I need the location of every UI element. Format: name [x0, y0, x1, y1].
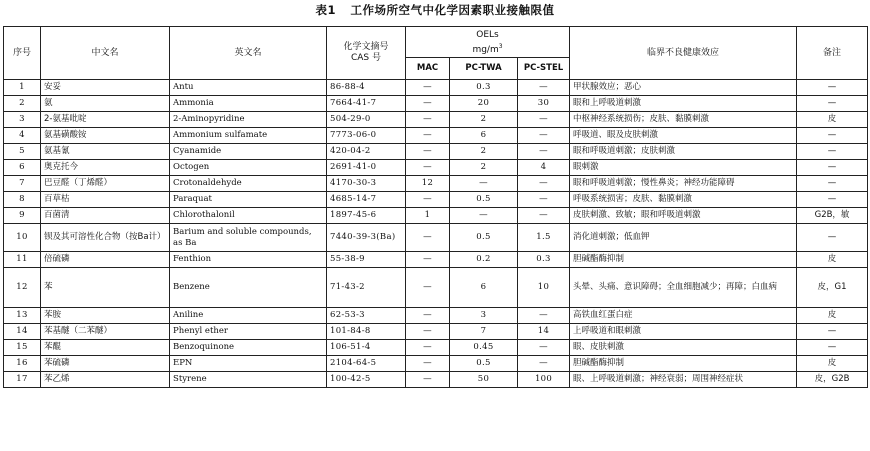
cell-seq: 14	[4, 324, 41, 340]
table-row	[4, 324, 868, 340]
cell-twa: 2	[450, 160, 518, 176]
table-row	[4, 160, 868, 176]
cell-en-name: Crotonaldehyde	[170, 176, 327, 192]
cell-twa: 20	[450, 96, 518, 112]
header-cas-line2: CAS 号	[350, 53, 381, 63]
cell-seq: 15	[4, 340, 41, 356]
header-oels	[406, 27, 570, 58]
cell-twa: 6	[450, 268, 518, 308]
table-row	[4, 268, 868, 308]
cell-twa: 3	[450, 308, 518, 324]
header-remark: 备注	[797, 27, 868, 80]
cell-en-name: 2-Aminopyridine	[170, 112, 327, 128]
cell-seq: 5	[4, 144, 41, 160]
cell-effect: 呼吸道、眼及皮肤刺激	[570, 128, 797, 144]
cell-effect: 中枢神经系统损伤；皮肤、黏膜刺激	[570, 112, 797, 128]
cell-effect: 高铁血红蛋白症	[570, 308, 797, 324]
cell-cas: 420-04-2	[327, 144, 406, 160]
cell-en-name: Styrene	[170, 372, 327, 388]
cell-cas: 504-29-0	[327, 112, 406, 128]
cell-stel: 10	[518, 268, 570, 308]
cell-remark: —	[797, 160, 868, 176]
cell-mac: —	[406, 340, 450, 356]
cell-en-name: Phenyl ether	[170, 324, 327, 340]
cell-stel: —	[518, 356, 570, 372]
cell-remark: —	[797, 128, 868, 144]
cell-cn-name: 氨基氰	[41, 144, 170, 160]
cell-cn-name: 氨基磺酸铵	[41, 128, 170, 144]
cell-cas: 100-42-5	[327, 372, 406, 388]
cell-remark: 皮	[797, 356, 868, 372]
cell-stel: —	[518, 340, 570, 356]
cell-remark: —	[797, 224, 868, 252]
cell-seq: 2	[4, 96, 41, 112]
cell-cas: 55-38-9	[327, 252, 406, 268]
table-row	[4, 252, 868, 268]
cell-en-name: Chlorothalonil	[170, 208, 327, 224]
cell-effect: 眼、上呼吸道刺激；神经衰弱；周围神经症状	[570, 372, 797, 388]
cell-effect: 眼、皮肤刺激	[570, 340, 797, 356]
table-row	[4, 96, 868, 112]
cell-remark: G2B，敏	[797, 208, 868, 224]
cell-twa: 0.5	[450, 192, 518, 208]
cell-seq: 8	[4, 192, 41, 208]
cell-en-name: Benzoquinone	[170, 340, 327, 356]
cell-stel: —	[518, 176, 570, 192]
cell-twa: —	[450, 208, 518, 224]
cell-effect: 甲状腺效应；恶心	[570, 80, 797, 96]
cell-mac: —	[406, 144, 450, 160]
cell-seq: 13	[4, 308, 41, 324]
cell-mac: —	[406, 324, 450, 340]
cell-mac: —	[406, 80, 450, 96]
cell-remark: 皮，G1	[797, 268, 868, 308]
header-row-1	[4, 27, 868, 58]
cell-cas: 101-84-8	[327, 324, 406, 340]
cell-remark: —	[797, 340, 868, 356]
cell-cas: 2691-41-0	[327, 160, 406, 176]
cell-stel: 100	[518, 372, 570, 388]
cell-en-name: Aniline	[170, 308, 327, 324]
table-title-text: 工作场所空气中化学因素职业接触限值	[350, 3, 555, 17]
cell-remark: —	[797, 96, 868, 112]
cell-cas: 1897-45-6	[327, 208, 406, 224]
cell-cas: 4170-30-3	[327, 176, 406, 192]
cell-remark: 皮，G2B	[797, 372, 868, 388]
cell-seq: 9	[4, 208, 41, 224]
cell-cn-name: 苯醌	[41, 340, 170, 356]
cell-stel: —	[518, 112, 570, 128]
table-row	[4, 80, 868, 96]
cell-twa: 50	[450, 372, 518, 388]
cell-effect: 消化道刺激；低血钾	[570, 224, 797, 252]
cell-effect: 眼和呼吸道刺激；慢性鼻炎；神经功能障碍	[570, 176, 797, 192]
cell-twa: 2	[450, 144, 518, 160]
cell-seq: 1	[4, 80, 41, 96]
cell-remark: —	[797, 192, 868, 208]
cell-en-name: Barium and soluble compounds, as Ba	[170, 224, 327, 252]
cell-twa: 7	[450, 324, 518, 340]
cell-seq: 4	[4, 128, 41, 144]
cell-cn-name: 百草枯	[41, 192, 170, 208]
cell-remark: 皮	[797, 112, 868, 128]
cell-remark: —	[797, 80, 868, 96]
cell-cn-name: 奥克托今	[41, 160, 170, 176]
cell-en-name: Octogen	[170, 160, 327, 176]
cell-twa: 0.3	[450, 80, 518, 96]
cell-cas: 7664-41-7	[327, 96, 406, 112]
cell-mac: —	[406, 160, 450, 176]
table-row	[4, 224, 868, 252]
cell-stel: —	[518, 144, 570, 160]
cell-mac: 1	[406, 208, 450, 224]
header-effects: 临界不良健康效应	[570, 27, 797, 80]
cell-mac: —	[406, 356, 450, 372]
table-row	[4, 308, 868, 324]
cell-seq: 16	[4, 356, 41, 372]
header-twa: PC-TWA	[450, 58, 518, 80]
header-stel: PC-STEL	[518, 58, 570, 80]
cell-twa: —	[450, 176, 518, 192]
cell-twa: 0.5	[450, 224, 518, 252]
table-row	[4, 192, 868, 208]
cell-remark: —	[797, 144, 868, 160]
cell-effect: 上呼吸道和眼刺激	[570, 324, 797, 340]
cell-twa: 0.2	[450, 252, 518, 268]
cell-seq: 11	[4, 252, 41, 268]
cell-stel: —	[518, 192, 570, 208]
cell-stel: 0.3	[518, 252, 570, 268]
cell-twa: 0.45	[450, 340, 518, 356]
header-oels-unit: $mg/m^3$	[472, 42, 503, 55]
table-number: 表1	[315, 3, 336, 17]
cell-effect: 呼吸系统损害；皮肤、黏膜刺激	[570, 192, 797, 208]
cell-seq: 7	[4, 176, 41, 192]
cell-en-name: Antu	[170, 80, 327, 96]
cell-mac: 12	[406, 176, 450, 192]
header-seq: 序号	[4, 27, 41, 80]
cell-remark: 皮	[797, 308, 868, 324]
cell-cn-name: 氨	[41, 96, 170, 112]
cell-en-name: Fenthion	[170, 252, 327, 268]
cell-seq: 3	[4, 112, 41, 128]
cell-stel: 4	[518, 160, 570, 176]
cell-cn-name: 安妥	[41, 80, 170, 96]
cell-cn-name: 巴豆醛（丁烯醛）	[41, 176, 170, 192]
cell-twa: 0.5	[450, 356, 518, 372]
table-row	[4, 176, 868, 192]
cell-en-name: Ammonia	[170, 96, 327, 112]
cell-cas: 7773-06-0	[327, 128, 406, 144]
cell-stel: —	[518, 208, 570, 224]
oel-table	[3, 26, 868, 388]
cell-mac: —	[406, 224, 450, 252]
cell-en-name: Benzene	[170, 268, 327, 308]
cell-mac: —	[406, 128, 450, 144]
table-title	[0, 2, 870, 18]
cell-effect: 眼和上呼吸道刺激	[570, 96, 797, 112]
table-body	[4, 80, 868, 388]
cell-cas: 86-88-4	[327, 80, 406, 96]
table-row	[4, 208, 868, 224]
cell-mac: —	[406, 192, 450, 208]
cell-cas: 71-43-2	[327, 268, 406, 308]
cell-seq: 10	[4, 224, 41, 252]
header-cas	[327, 27, 406, 80]
table-row	[4, 112, 868, 128]
cell-cas: 7440-39-3(Ba)	[327, 224, 406, 252]
cell-en-name: Ammonium sulfamate	[170, 128, 327, 144]
header-en-name: 英文名	[170, 27, 327, 80]
cell-effect: 头晕、头痛、意识障碍；全血细胞减少；再障；白血病	[570, 268, 797, 308]
table-row	[4, 340, 868, 356]
cell-stel: —	[518, 128, 570, 144]
table-row	[4, 356, 868, 372]
cell-mac: —	[406, 268, 450, 308]
cell-cas: 106-51-4	[327, 340, 406, 356]
cell-cn-name: 苯胺	[41, 308, 170, 324]
header-cas-line1: 化学文摘号	[343, 42, 389, 52]
cell-cn-name: 倍硫磷	[41, 252, 170, 268]
table-row	[4, 144, 868, 160]
cell-en-name: Cyanamide	[170, 144, 327, 160]
cell-stel: 14	[518, 324, 570, 340]
cell-cas: 62-53-3	[327, 308, 406, 324]
cell-effect: 眼和呼吸道刺激；皮肤刺激	[570, 144, 797, 160]
cell-cas: 2104-64-5	[327, 356, 406, 372]
cell-remark: 皮	[797, 252, 868, 268]
cell-stel: 1.5	[518, 224, 570, 252]
cell-mac: —	[406, 252, 450, 268]
cell-cn-name: 苯	[41, 268, 170, 308]
cell-cn-name: 苯乙烯	[41, 372, 170, 388]
cell-mac: —	[406, 308, 450, 324]
cell-effect: 眼刺激	[570, 160, 797, 176]
cell-effect: 胆碱酯酶抑制	[570, 356, 797, 372]
cell-en-name: EPN	[170, 356, 327, 372]
cell-twa: 2	[450, 112, 518, 128]
cell-cas: 4685-14-7	[327, 192, 406, 208]
cell-en-name: Paraquat	[170, 192, 327, 208]
cell-seq: 6	[4, 160, 41, 176]
cell-mac: —	[406, 96, 450, 112]
header-mac: MAC	[406, 58, 450, 80]
cell-mac: —	[406, 372, 450, 388]
cell-effect: 胆碱酯酶抑制	[570, 252, 797, 268]
cell-seq: 12	[4, 268, 41, 308]
header-cn-name: 中文名	[41, 27, 170, 80]
cell-mac: —	[406, 112, 450, 128]
cell-cn-name: 苯基醚（二苯醚）	[41, 324, 170, 340]
cell-cn-name: 苯硫磷	[41, 356, 170, 372]
header-oels-label: OELs	[476, 29, 499, 40]
cell-cn-name: 钡及其可溶性化合物（按Ba计）	[41, 224, 170, 252]
cell-effect: 皮肤刺激、致敏；眼和呼吸道刺激	[570, 208, 797, 224]
cell-cn-name: 2-氨基吡啶	[41, 112, 170, 128]
cell-cn-name: 百菌清	[41, 208, 170, 224]
cell-stel: 30	[518, 96, 570, 112]
cell-remark: —	[797, 176, 868, 192]
cell-stel: —	[518, 308, 570, 324]
table-row	[4, 372, 868, 388]
table-row	[4, 128, 868, 144]
cell-seq: 17	[4, 372, 41, 388]
cell-stel: —	[518, 80, 570, 96]
cell-remark: —	[797, 324, 868, 340]
cell-twa: 6	[450, 128, 518, 144]
